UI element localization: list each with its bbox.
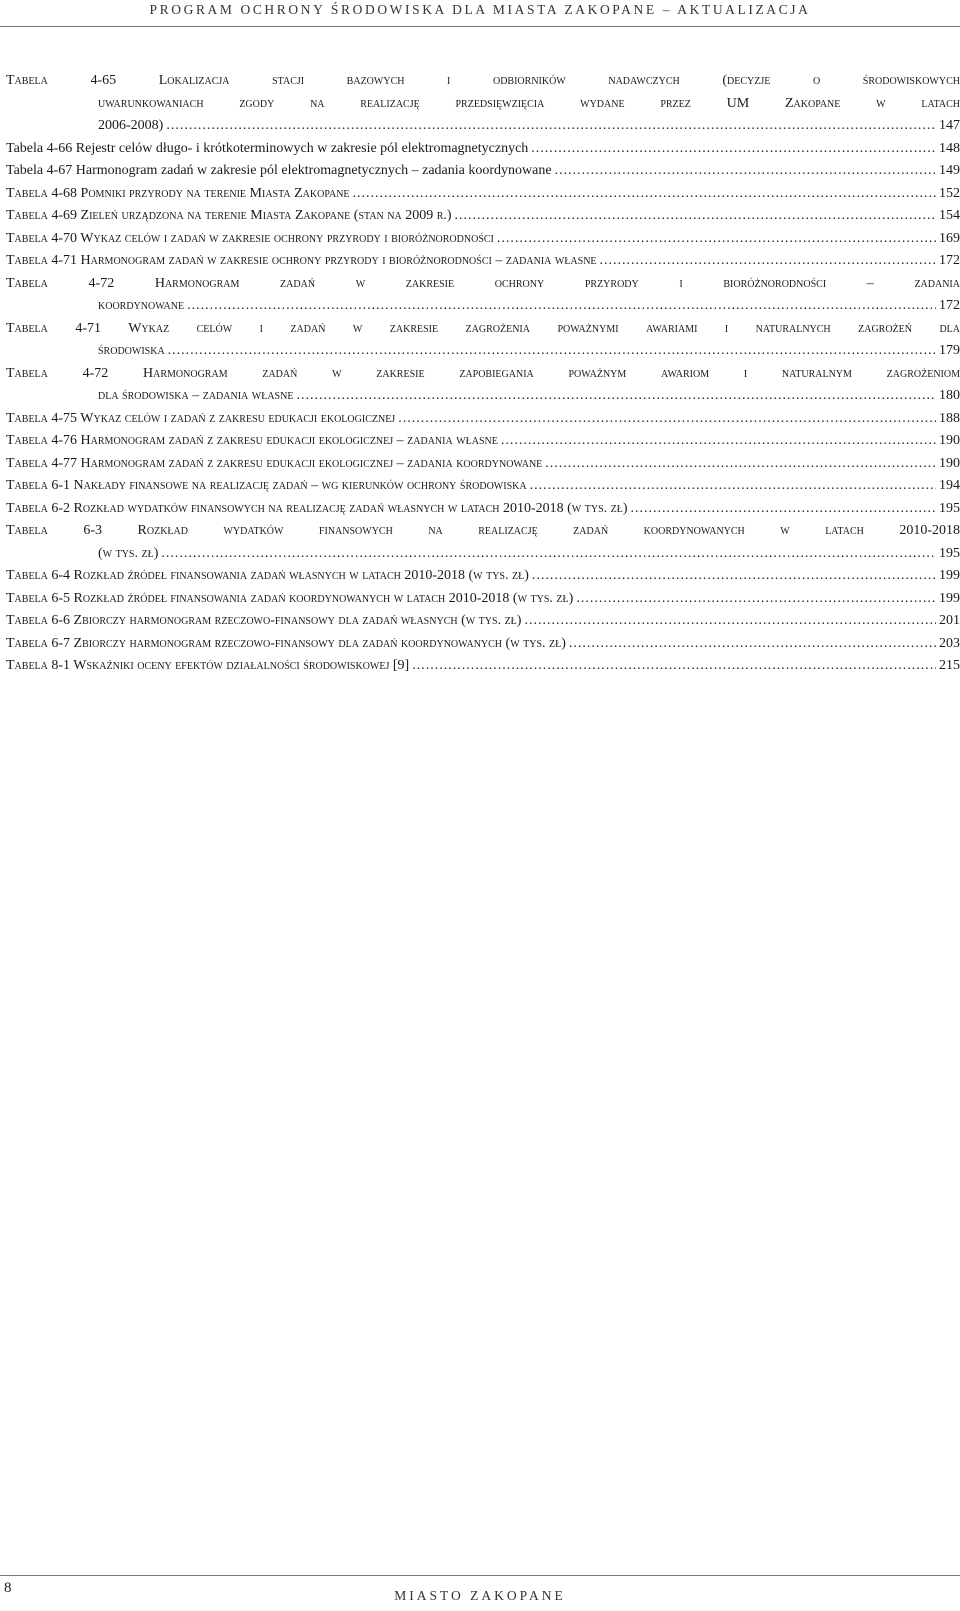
toc-page-number: 199: [939, 568, 960, 583]
dot-leader: [545, 453, 936, 476]
toc-entry-text: Tabela 4-72 Harmonogram zadań w zakresie ochrony przyrody i bioróżnorodności – zadania: [6, 275, 960, 291]
toc-entry[interactable]: [6, 633, 960, 656]
toc-page-number: 172: [939, 253, 960, 268]
toc-entry-title: dla środowiska – zadania własne: [98, 388, 294, 403]
toc-page-number: 194: [939, 478, 960, 493]
toc-entry[interactable]: [6, 205, 960, 228]
toc-entry-title: Tabela 4-71 Harmonogram zadań w zakresie ochrony przyrody i bioróżnorodności – zadania własne: [6, 253, 597, 268]
dot-leader: [497, 228, 936, 251]
toc-entry[interactable]: [6, 138, 960, 161]
toc-entry-title: Tabela 4-67 Harmonogram zadań w zakresie pól elektromagnetycznych – zadania koordynowane: [6, 163, 552, 178]
dot-leader: [161, 543, 936, 566]
toc-entry-text: Tabela 4-71 Wykaz celów i zadań w zakresie zagrożenia poważnymi awariami i naturalnych zagrożeń dla: [6, 320, 960, 336]
toc-page-number: 180: [939, 388, 960, 403]
dot-leader: [187, 295, 936, 318]
toc-entry-title: Tabela 6-7 Zbiorczy harmonogram rzeczowo-finansowy dla zadań koordynowanych (w tys. zł): [6, 635, 566, 651]
toc-entry-title: koordynowane: [98, 298, 185, 313]
toc-page-number: 172: [939, 298, 960, 313]
toc-entry[interactable]: [6, 228, 960, 251]
dot-leader: [631, 498, 936, 521]
dot-leader: [576, 588, 936, 611]
toc-page-number: 199: [939, 590, 960, 606]
toc-page-number: 201: [939, 613, 960, 628]
toc-page-number: 195: [939, 500, 960, 516]
toc-page-number: 149: [939, 163, 960, 178]
dot-leader: [600, 250, 936, 273]
toc-entry[interactable]: [6, 453, 960, 476]
dot-leader: [501, 430, 936, 453]
toc-entry-text: Tabela 4-65 Lokalizacja stacji bazowych i odbiorników nadawczych (decyzje o środowiskowych: [6, 73, 960, 88]
dot-leader: [398, 408, 936, 431]
toc-entry-text: Tabela 6-3 Rozkład wydatków finansowych na realizację zadań koordynowanych w latach 2010-2018: [6, 523, 960, 538]
toc-entry[interactable]: [6, 273, 960, 318]
dot-leader: [532, 565, 936, 588]
toc-entry-title: Tabela 4-66 Rejestr celów długo- i krótkoterminowych w zakresie pól elektromagnetycznych: [6, 140, 529, 156]
toc-page-number: 147: [939, 118, 960, 133]
dot-leader: [531, 138, 936, 161]
toc-entry[interactable]: [6, 475, 960, 498]
dot-leader: [353, 183, 936, 206]
toc-entry[interactable]: [6, 183, 960, 206]
footer-divider: [0, 1575, 960, 1576]
toc-entry-title: Tabela 6-5 Rozkład źródeł finansowania zadań koordynowanych w latach 2010-2018 (w tys. zł): [6, 590, 574, 606]
toc-entry-title: Tabela 6-6 Zbiorczy harmonogram rzeczowo-finansowy dla zadań własnych (w tys. zł): [6, 613, 522, 628]
header-divider: [0, 26, 960, 27]
toc-entry[interactable]: [6, 363, 960, 408]
toc-page-number: 195: [939, 545, 960, 561]
toc-entry-text: uwarunkowaniach zgody na realizację przedsięwzięcia wydane przez UM Zakopane w latach: [98, 95, 960, 111]
running-footer: MIASTO ZAKOPANE: [394, 1588, 566, 1603]
toc-entry[interactable]: [6, 498, 960, 521]
toc-entry-title: Tabela 4-77 Harmonogram zadań z zakresu edukacji ekologicznej – zadania koordynowane: [6, 455, 543, 471]
toc-entry-title: Tabela 4-70 Wykaz celów i zadań w zakresie ochrony przyrody i bioróżnorodności: [6, 230, 494, 246]
dot-leader: [530, 475, 936, 498]
toc-page-number: 169: [939, 230, 960, 246]
toc-entry[interactable]: [6, 430, 960, 453]
toc-page-number: 190: [939, 433, 960, 448]
toc-entry[interactable]: [6, 70, 960, 138]
toc-entry-text: Tabela 4-72 Harmonogram zadań w zakresie zapobiegania poważnym awariom i naturalnym zagrożeniom: [6, 365, 960, 381]
toc-page-number: 152: [939, 185, 960, 201]
toc-page-number: 215: [939, 658, 960, 673]
toc-entry-title: Tabela 8-1 Wskaźniki oceny efektów działalności środowiskowej [9]: [6, 658, 410, 673]
toc-page-number: 148: [939, 140, 960, 156]
toc-entry-title: Tabela 6-4 Rozkład źródeł finansowania zadań własnych w latach 2010-2018 (w tys. zł): [6, 568, 529, 583]
toc-page-number: 179: [939, 343, 960, 358]
toc-entry-title: (w tys. zł): [98, 545, 159, 561]
dot-leader: [524, 610, 936, 633]
toc-entry[interactable]: [6, 250, 960, 273]
dot-leader: [555, 160, 936, 183]
dot-leader: [166, 115, 936, 138]
table-of-contents: [6, 70, 960, 678]
toc-entry-title: Tabela 4-69 Zieleń urządzona na terenie Miasta Zakopane (stan na 2009 r.): [6, 208, 452, 223]
dot-leader: [168, 340, 936, 363]
toc-entry[interactable]: [6, 520, 960, 565]
toc-entry[interactable]: [6, 588, 960, 611]
toc-entry-title: Tabela 4-76 Harmonogram zadań z zakresu edukacji ekologicznej – zadania własne: [6, 433, 498, 448]
dot-leader: [569, 633, 936, 656]
toc-page-number: 203: [939, 635, 960, 651]
page-number: 8: [4, 1580, 12, 1596]
toc-page-number: 190: [939, 455, 960, 471]
toc-entry-title: 2006-2008): [98, 118, 164, 133]
toc-entry[interactable]: [6, 160, 960, 183]
running-header: PROGRAM OCHRONY ŚRODOWISKA DLA MIASTA ZAKOPANE – AKTUALIZACJA: [149, 2, 811, 17]
toc-entry-title: Tabela 4-68 Pomniki przyrody na terenie Miasta Zakopane: [6, 185, 350, 201]
toc-entry-title: Tabela 6-1 Nakłady finansowe na realizację zadań – wg kierunków ochrony środowiska: [6, 478, 527, 493]
toc-entry[interactable]: [6, 655, 960, 678]
toc-entry-title: Tabela 4-75 Wykaz celów i zadań z zakresu edukacji ekologicznej: [6, 410, 396, 426]
toc-entry[interactable]: [6, 565, 960, 588]
dot-leader: [296, 385, 936, 408]
toc-entry[interactable]: [6, 408, 960, 431]
toc-entry[interactable]: [6, 318, 960, 363]
toc-page-number: 188: [939, 410, 960, 426]
dot-leader: [412, 655, 936, 678]
toc-entry-title: Tabela 6-2 Rozkład wydatków finansowych na realizację zadań własnych w latach 2010-2018 (w tys. zł): [6, 500, 628, 516]
toc-entry-title: środowiska: [98, 343, 165, 358]
toc-entry[interactable]: [6, 610, 960, 633]
toc-page-number: 154: [939, 208, 960, 223]
dot-leader: [455, 205, 936, 228]
